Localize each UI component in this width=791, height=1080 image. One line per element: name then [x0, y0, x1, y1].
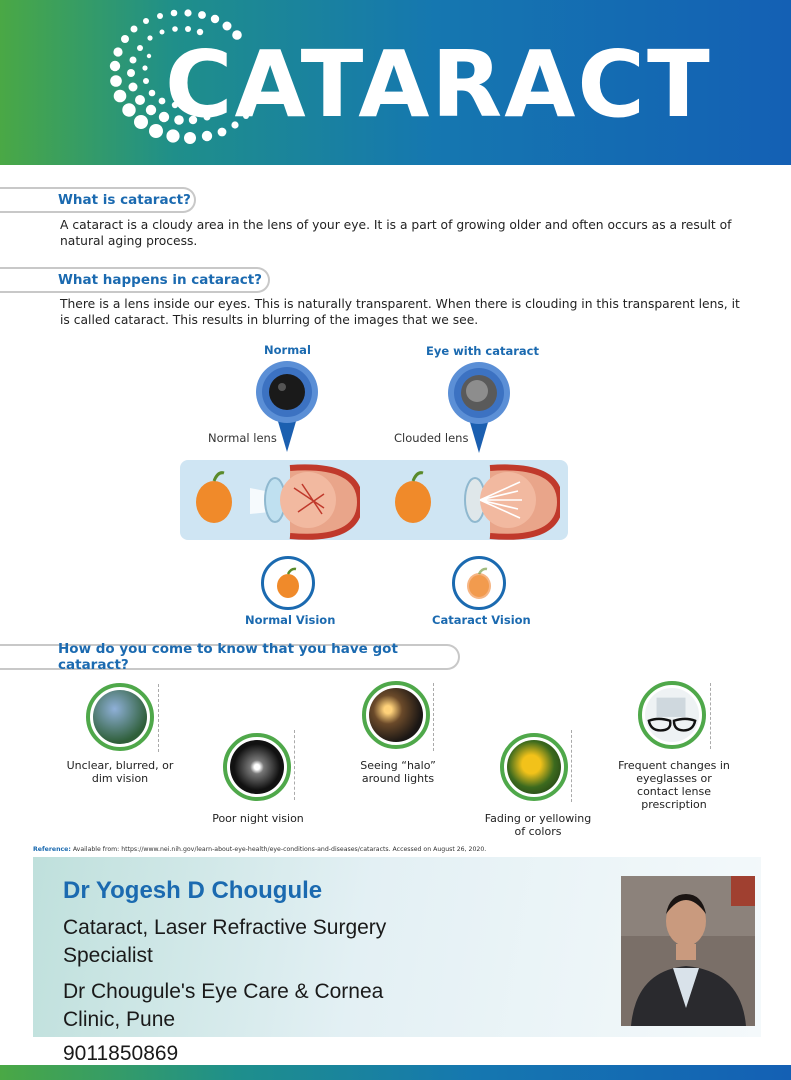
section-heading-what-happens	[0, 267, 270, 293]
symptom-eyeglasses-photo	[638, 681, 706, 749]
reference-line	[33, 846, 486, 853]
dashed-connector	[710, 683, 711, 749]
symptom-blurred-vision-photo	[86, 683, 154, 751]
what-happens-paragraph: There is a lens inside our eyes. This is naturally transparent. When there is clouding in this transparent lens, it is called cataract. This results in blurring of the images that we see.	[60, 297, 740, 327]
dashed-connector	[158, 684, 159, 752]
cataract-vision-label: Cataract Vision	[432, 613, 531, 627]
symptom-label: Seeing “halo” around lights	[360, 759, 436, 785]
symptom-label: Frequent changes in eyeglasses or contact lense prescription	[618, 759, 730, 811]
normal-lens-label: Normal lens	[208, 431, 277, 445]
symptom-label: Fading or yellowing of colors	[484, 812, 592, 838]
dashed-connector	[294, 730, 295, 800]
normal-title: Normal	[264, 343, 311, 357]
reference-label: Reference:	[33, 846, 71, 853]
symptom-colors-photo	[500, 733, 568, 801]
normal-vision-circle	[261, 556, 315, 610]
doctor-specialty-line2: Specialist	[63, 944, 153, 967]
apple-icon	[264, 559, 312, 607]
symptom-night-vision-photo	[223, 733, 291, 801]
heading-text: What is cataract?	[58, 192, 191, 208]
what-is-paragraph: A cataract is a cloudy area in the lens of your eye. It is a part of growing older and often occurs as a result of natural aging process.	[60, 218, 732, 248]
reference-text: Available from: https://www.nei.nih.gov/learn-about-eye-health/eye-conditions-and-diseases/cataracts. Accessed on August 26, 2020.	[72, 846, 487, 853]
heading-text: How do you come to know that you have got cataract?	[58, 641, 398, 673]
bottom-gradient-bar	[0, 1065, 791, 1080]
page-title: CATARACT	[165, 31, 712, 138]
normal-eye-cross-section	[190, 458, 360, 542]
doctor-phone: 9011850869	[63, 1042, 179, 1065]
clouded-lens-label: Clouded lens	[394, 431, 469, 445]
dashed-connector	[571, 730, 572, 802]
symptom-halo-photo	[362, 681, 430, 749]
doctor-specialty-line1: Cataract, Laser Refractive Surgery	[63, 916, 387, 939]
cataract-vision-circle	[452, 556, 506, 610]
header-banner	[0, 0, 791, 165]
symptom-label: Poor night vision	[212, 812, 304, 825]
doctor-portrait	[621, 876, 755, 1026]
heading-text: What happens in cataract?	[58, 272, 262, 288]
section-heading-what-is	[0, 187, 196, 213]
doctor-photo	[621, 876, 755, 1026]
section-heading-symptoms	[0, 641, 460, 673]
dashed-connector	[433, 683, 434, 751]
clinic-line2: Clinic, Pune	[63, 1008, 176, 1031]
cataract-title: Eye with cataract	[426, 344, 539, 358]
doctor-name: Dr Yogesh D Chougule	[63, 877, 323, 904]
symptom-label: Unclear, blurred, or dim vision	[66, 759, 174, 785]
blurred-apple-icon	[455, 559, 503, 607]
clinic-line1: Dr Chougule's Eye Care & Cornea	[63, 980, 384, 1003]
normal-vision-label: Normal Vision	[245, 613, 336, 627]
eyeglasses-icon	[645, 688, 699, 742]
cataract-eye-cross-section	[385, 458, 560, 542]
